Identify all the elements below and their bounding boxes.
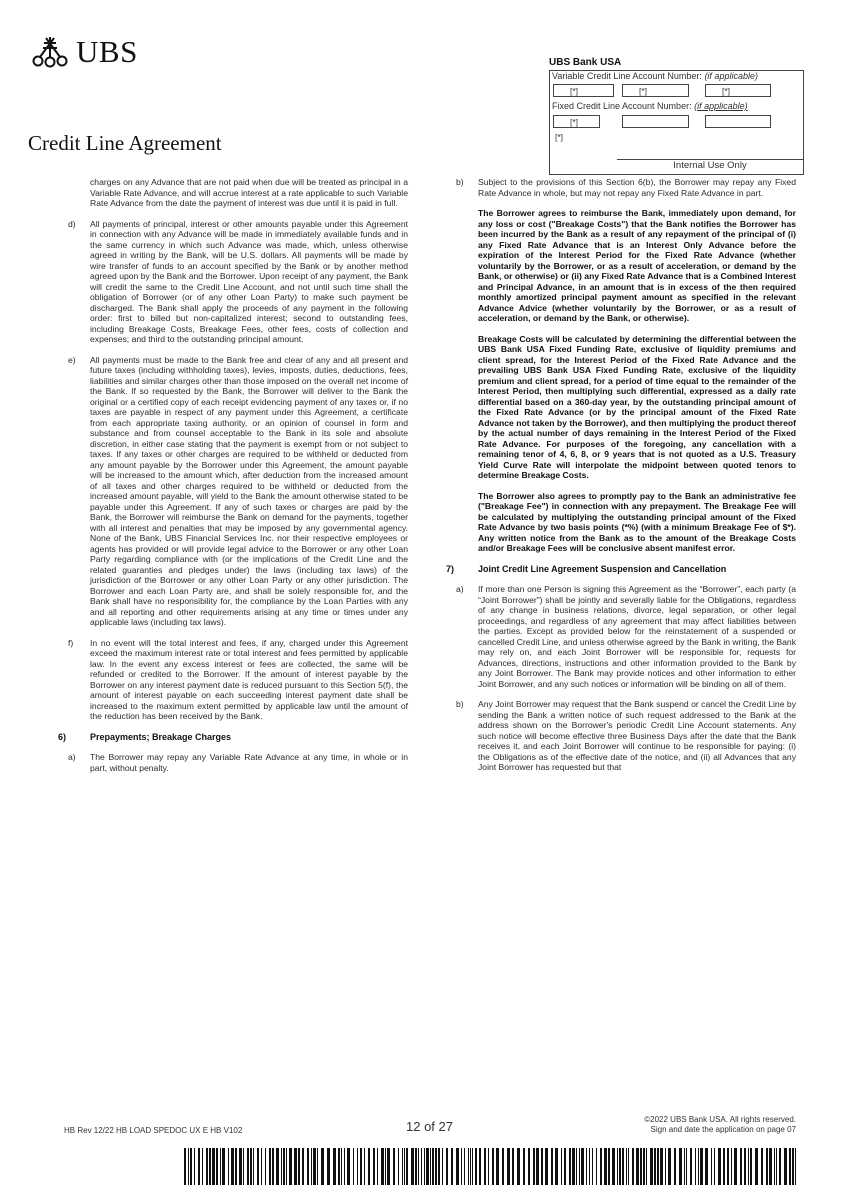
copyright: ©2022 UBS Bank USA. All rights reserved.	[644, 1115, 796, 1124]
clause-d: d) All payments of principal, interest or other amounts payable under this Agreement in connection with any Advance will be made in immediately available funds and in the same currency in which such Advance was made, which, unless otherwise agreed in writing by the Bank, will be U.S. dollars. All payments will be made by wire transfer of funds to an account specified by the Bank or by another method agreed upon by the Bank and the Borrower. Upon receipt of any payment, the Bank will credit the same to the Credit Line Account, and not until such time shall the obligation of Borrower (or of any other Loan Party) to make such payment be discharged. The Bank shall apply the proceeds of any payment in the following order: first to billed but non-capitalized interest; second to outstanding fees, including Breakage Costs, Breakage Fees, other fees, costs of collection and expenses; and third to the outstanding principal amount.	[68, 218, 408, 344]
left-column	[56, 177, 408, 773]
sign-note: Sign and date the application on page 07	[650, 1125, 796, 1134]
breakage-calculation-paragraph: Breakage Costs will be calculated by determining the differential between the UBS Bank USA Fixed Funding Rate, exclusive of liquidity premiums and client spread, for the Interest Period of the Fixed Rate Advance and the prevailing UBS Bank USA Fixed Funding Rate, exclusive of the liquidity premium and client spread, for a period of time equal to the remainder of the Interest Period, then multiplying such differential, expressed as a daily rate differential based on a 360-day year, by the outstanding principal amount of the Fixed Rate Advance (or by the principal amount of the Fixed Rate Advance not taken by the Borrower), and then multiplying the product thereof by the actual number of days remaining in the Interest Period of the Fixed Rate Advance. For purposes of the foregoing, any cancellation with a remaining tenor of 4, 6, 8, or 9 years that is not quoted as a U.S. Treasury Yield Curve Rate will interpolate the midpoint between quoted tenors to determine Breakage Costs.	[478, 333, 796, 480]
breakage-costs-paragraph: The Borrower agrees to reimburse the Bank, immediately upon demand, for any loss or cost ("Breakage Costs") that the Bank notifies the Borrower has been incurred by the Bank as a result of any repayment of the principal of (i) any Fixed Rate Advance that is an Interest Only Advance before the expiration of the Interest Period for the Fixed Rate Advance (whether voluntarily by the Borrower, or as a result of acceleration, or demand by the Bank, or otherwise) or (ii) any Fixed Rate Advance that is a Combined Interest and Principal Advance, in an amount that is in excess of the then required monthly amortized principal payment amount as specified in the relevant Advance Advice (whether voluntarily by the Borrower, or as a result of acceleration, or demand by the Bank, or otherwise).	[478, 208, 796, 323]
variable-account-field-2[interactable]: [*]	[622, 84, 689, 97]
fixed-account-field-4: [*]	[555, 132, 564, 142]
document-title: Credit Line Agreement	[28, 131, 222, 155]
fixed-account-field-2[interactable]	[622, 115, 689, 128]
if-applicable-note: (if applicable)	[704, 71, 758, 81]
form-code: HB Rev 12/22 HB LOAD SPEDOC UX E HB V102	[64, 1126, 243, 1135]
variable-account-field-1[interactable]: [*]	[553, 84, 614, 97]
clause-7b: b) Any Joint Borrower may request that the Bank suspend or cancel the Credit Line by sending the Bank a written notice of such request addressed to the Bank at the address shown on the Borrower's periodic Credit Line Account statements. Any such notice will become effective three Business Days after the date that the Bank receives it, and each Joint Borrower will continue to be responsible for paying: (i) the Obligations as of the effective date of the notice, and (ii) all Advances that any Joint Borrower has requested but that	[456, 699, 796, 772]
clause-6b: b) Subject to the provisions of this Section 6(b), the Borrower may repay any Fixed Rate Advance in whole, but may not repay any Fixed Rate Advance in part.	[456, 177, 796, 198]
page-number: 12 of 27	[406, 1119, 453, 1134]
bank-name: UBS Bank USA	[549, 57, 622, 68]
ubs-logo	[30, 34, 138, 70]
ubs-keys-logo-icon	[30, 35, 70, 69]
clause-7a: a) If more than one Person is signing this Agreement as the “Borrower”, each party (a “Joint Borrower”) shall be jointly and severally liable for the Obligations, regardless of any change in business relations, divorce, legal separation, or other legal proceedings, and regardless of any agreement that may affect liabilities between the parties. Except as provided below for the reinstatement of a suspended or cancelled Credit Line, and unless otherwise agreed by the Bank in writing, the Bank may rely on, and each Joint Borrower will be responsible for, requests for Advances, directions, instructions and other information provided to the Bank by any Joint Borrower. The Bank may provide notices and other information to either Joint Borrower, and any such notices or information will be binding on all of them.	[456, 584, 796, 689]
account-number-box	[549, 57, 804, 175]
clause-f: f) In no event will the total interest and fees, if any, charged under this Agreement exceed the maximum interest rate or total interest and fees permitted by applicable law. In the event any excess interest or fees are collected, the same will be refunded or credited to the Borrower. If the amount of interest payable by the Borrower on any interest payment date is reduced pursuant to this Section 5(f), the amount of interest payable on each succeeding interest payment date shall be increased to the maximum extent permitted by applicable law until the amount of the reduction has been received by the Bank.	[68, 637, 408, 721]
right-column	[444, 177, 796, 773]
fixed-account-label: Fixed Credit Line Account Number: (if applicable)	[552, 101, 748, 111]
variable-account-label: Variable Credit Line Account Number: (if applicable)	[552, 71, 758, 81]
internal-use-label: Internal Use Only	[617, 159, 803, 171]
barcode	[184, 1148, 796, 1185]
clause-e: e) All payments must be made to the Bank free and clear of any and all present and future taxes (including withholding taxes), levies, imposts, duties, deductions, fees, liabilities and similar charges other than those imposed on the overall net income of the Bank. If so requested by the Bank, the Borrower will deliver to the Bank the original or a certified copy of each receipt evidencing payment of any taxes or, if no taxes are payable in respect of any payment under this Agreement, a certificate from each appropriate taxing authority, or an opinion of counsel in form and substance and from counsel acceptable to the Bank in its sole and absolute discretion, in either case stating that the payment is exempt from or not subject to taxes. If any taxes or other charges are required to be withheld or deducted from any amount payable by the Borrower under this Agreement, the amount payable will be increased to the amount which, after deduction from the increased amount of all taxes and other charges required to be withheld or deducted from the increased amount payable, will yield to the Bank the amount otherwise stated to be payable under this Agreement. If any of such taxes or charges are paid by the Bank, the Borrower will reimburse the Bank on demand for the payments, together with all interest and penalties that may be imposed by any governmental agency. None of the Bank, UBS Financial Services Inc. nor their respective employees or agents has provided or will provide legal advice to the Borrower or any other Loan Party regarding compliance with (or the implications of the Credit Line and the related guaranties and pledges under) the laws (including tax laws) of the jurisdiction of the Borrower or any other Loan Party or any other jurisdiction. The Borrower and each Loan Party are, and shall be solely responsible for, and the Bank shall have no responsibility for, the compliance by the Loan Parties with any and all reporting and other requirements arising at any time or times under any applicable laws (including tax laws).	[68, 354, 408, 627]
variable-account-field-3[interactable]: [*]	[705, 84, 771, 97]
breakage-fee-paragraph: The Borrower also agrees to promptly pay to the Bank an administrative fee ("Breakage Fee") in connection with any prepayment. The Breakage Fee will be calculated by multiplying the outstanding principal amount of the Fixed Rate Advance by two basis points (*%) (with a minimum Breakage Fee of $*). Any written notice from the Bank as to the amount of the Breakage Costs and/or Breakage Fees will be conclusive absent manifest error.	[478, 490, 796, 553]
fixed-account-field-3[interactable]	[705, 115, 771, 128]
account-fields	[549, 70, 804, 175]
clause-c-continued: charges on any Advance that are not paid when due will be treated as principal in a Variable Rate Advance, and will accrue interest at a rate applicable to such Variable Rate Advance from the date the payment of interest was due until it is paid in full.	[90, 177, 408, 208]
clause-6a: a) The Borrower may repay any Variable Rate Advance at any time, in whole or in part, without penalty.	[68, 752, 408, 773]
fixed-account-field-1[interactable]: [*]	[553, 115, 600, 128]
brand-name: UBS	[76, 34, 138, 69]
footer-notes	[560, 1115, 796, 1135]
section-7-heading: 7) Joint Credit Line Agreement Suspension and Cancellation	[446, 563, 727, 574]
section-6-heading: 6) Prepayments; Breakage Charges	[58, 731, 232, 742]
if-applicable-note-2: (if applicable)	[694, 101, 748, 111]
